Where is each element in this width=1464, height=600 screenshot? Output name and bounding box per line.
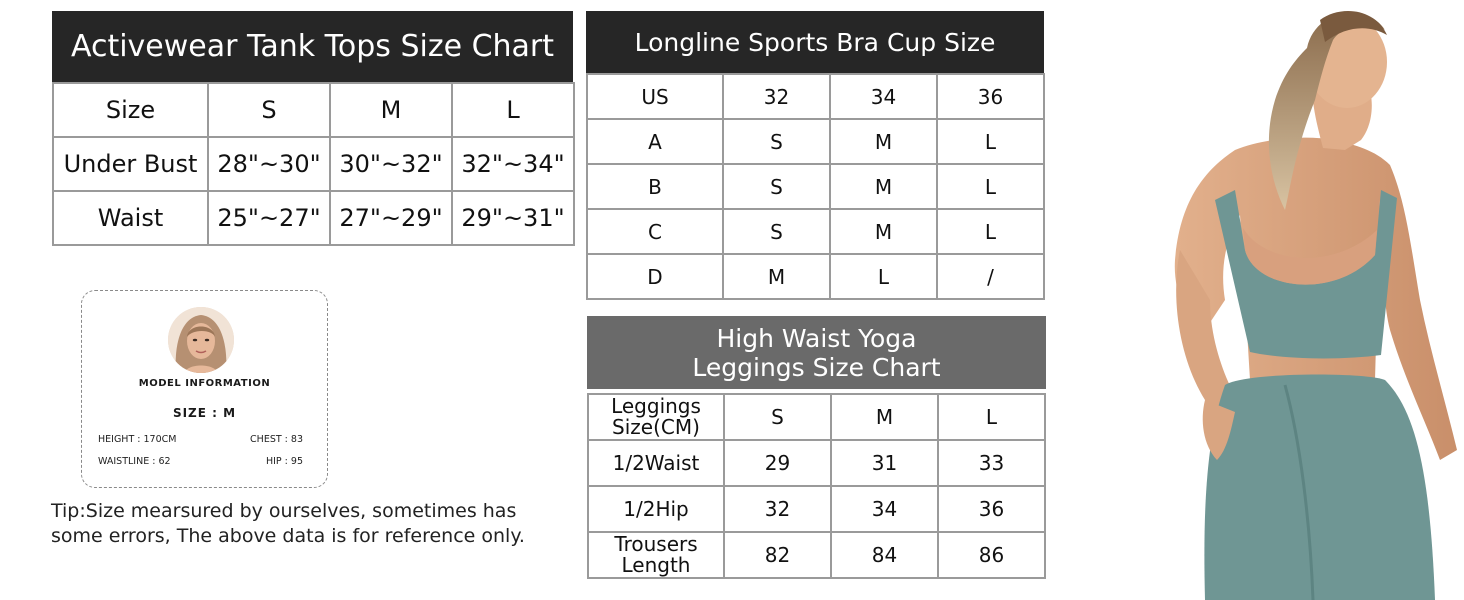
table-cell: L	[937, 209, 1044, 254]
table-cell: /	[937, 254, 1044, 299]
table-cell: 28"~30"	[208, 137, 330, 191]
tank-chart-title: Activewear Tank Tops Size Chart	[52, 11, 573, 82]
table-row	[587, 119, 1044, 164]
table-row	[587, 254, 1044, 299]
table-cell: 30"~32"	[330, 137, 452, 191]
table-cell: S	[208, 83, 330, 137]
table-row	[587, 74, 1044, 119]
table-cell: M	[830, 119, 937, 164]
table-cell: Trousers Length	[588, 532, 724, 578]
tank-size-table	[52, 82, 575, 246]
table-cell: 1/2Waist	[588, 440, 724, 486]
leggings-title-line2: Leggings Size Chart	[692, 352, 941, 382]
table-cell: M	[723, 254, 830, 299]
model-height: HEIGHT : 170CM	[98, 434, 177, 445]
table-row	[588, 440, 1045, 486]
table-cell: L	[937, 164, 1044, 209]
table-row	[588, 532, 1045, 578]
model-info-card	[81, 290, 328, 488]
model-size: SIZE : M	[172, 406, 237, 420]
table-row	[53, 83, 574, 137]
table-cell: M	[330, 83, 452, 137]
table-cell: S	[724, 394, 831, 440]
bra-chart-title: Longline Sports Bra Cup Size	[586, 11, 1044, 73]
table-cell: 1/2Hip	[588, 486, 724, 532]
table-row	[588, 486, 1045, 532]
model-face-image	[168, 307, 234, 373]
model-chest: CHEST : 83	[250, 434, 303, 445]
table-row	[588, 394, 1045, 440]
table-cell: B	[587, 164, 723, 209]
table-cell: L	[938, 394, 1045, 440]
model-avatar	[168, 307, 234, 373]
model-hip: HIP : 95	[265, 456, 303, 467]
table-cell: 82	[724, 532, 831, 578]
table-cell: US	[587, 74, 723, 119]
table-cell: 25"~27"	[208, 191, 330, 245]
table-cell: 27"~29"	[330, 191, 452, 245]
table-cell: M	[831, 394, 938, 440]
table-cell: L	[830, 254, 937, 299]
table-cell: 29	[724, 440, 831, 486]
leggings-title-line1: High Waist Yoga	[716, 323, 917, 353]
table-cell: 34	[830, 74, 937, 119]
measurement-tip: Tip:Size mearsured by ourselves, sometimes has some errors, The above data is for reference only.	[51, 500, 525, 547]
bra-size-table	[586, 73, 1045, 300]
table-cell: 36	[937, 74, 1044, 119]
table-row	[587, 164, 1044, 209]
table-cell: 32"~34"	[452, 137, 574, 191]
table-cell: L	[452, 83, 574, 137]
table-cell: 31	[831, 440, 938, 486]
table-cell: Leggings Size(CM)	[588, 394, 724, 440]
table-cell: 33	[938, 440, 1045, 486]
table-cell: S	[723, 119, 830, 164]
leggings-chart-title	[587, 316, 1046, 389]
table-cell: C	[587, 209, 723, 254]
table-cell: S	[723, 209, 830, 254]
table-cell: A	[587, 119, 723, 164]
table-cell: Size	[53, 83, 208, 137]
table-cell: D	[587, 254, 723, 299]
table-cell: Under Bust	[53, 137, 208, 191]
leggings-size-table	[587, 393, 1046, 579]
table-cell: 86	[938, 532, 1045, 578]
table-cell: Waist	[53, 191, 208, 245]
table-cell: 36	[938, 486, 1045, 532]
model-info-title: MODEL INFORMATION	[138, 378, 271, 389]
table-cell: 32	[723, 74, 830, 119]
table-cell: 34	[831, 486, 938, 532]
table-cell: S	[723, 164, 830, 209]
table-cell: 84	[831, 532, 938, 578]
model-photo	[1085, 0, 1464, 600]
table-row	[53, 191, 574, 245]
table-cell: 32	[724, 486, 831, 532]
table-cell: L	[937, 119, 1044, 164]
table-cell: M	[830, 209, 937, 254]
table-cell: 29"~31"	[452, 191, 574, 245]
model-waistline: WAISTLINE : 62	[98, 456, 171, 467]
table-row	[53, 137, 574, 191]
table-cell: M	[830, 164, 937, 209]
table-row	[587, 209, 1044, 254]
